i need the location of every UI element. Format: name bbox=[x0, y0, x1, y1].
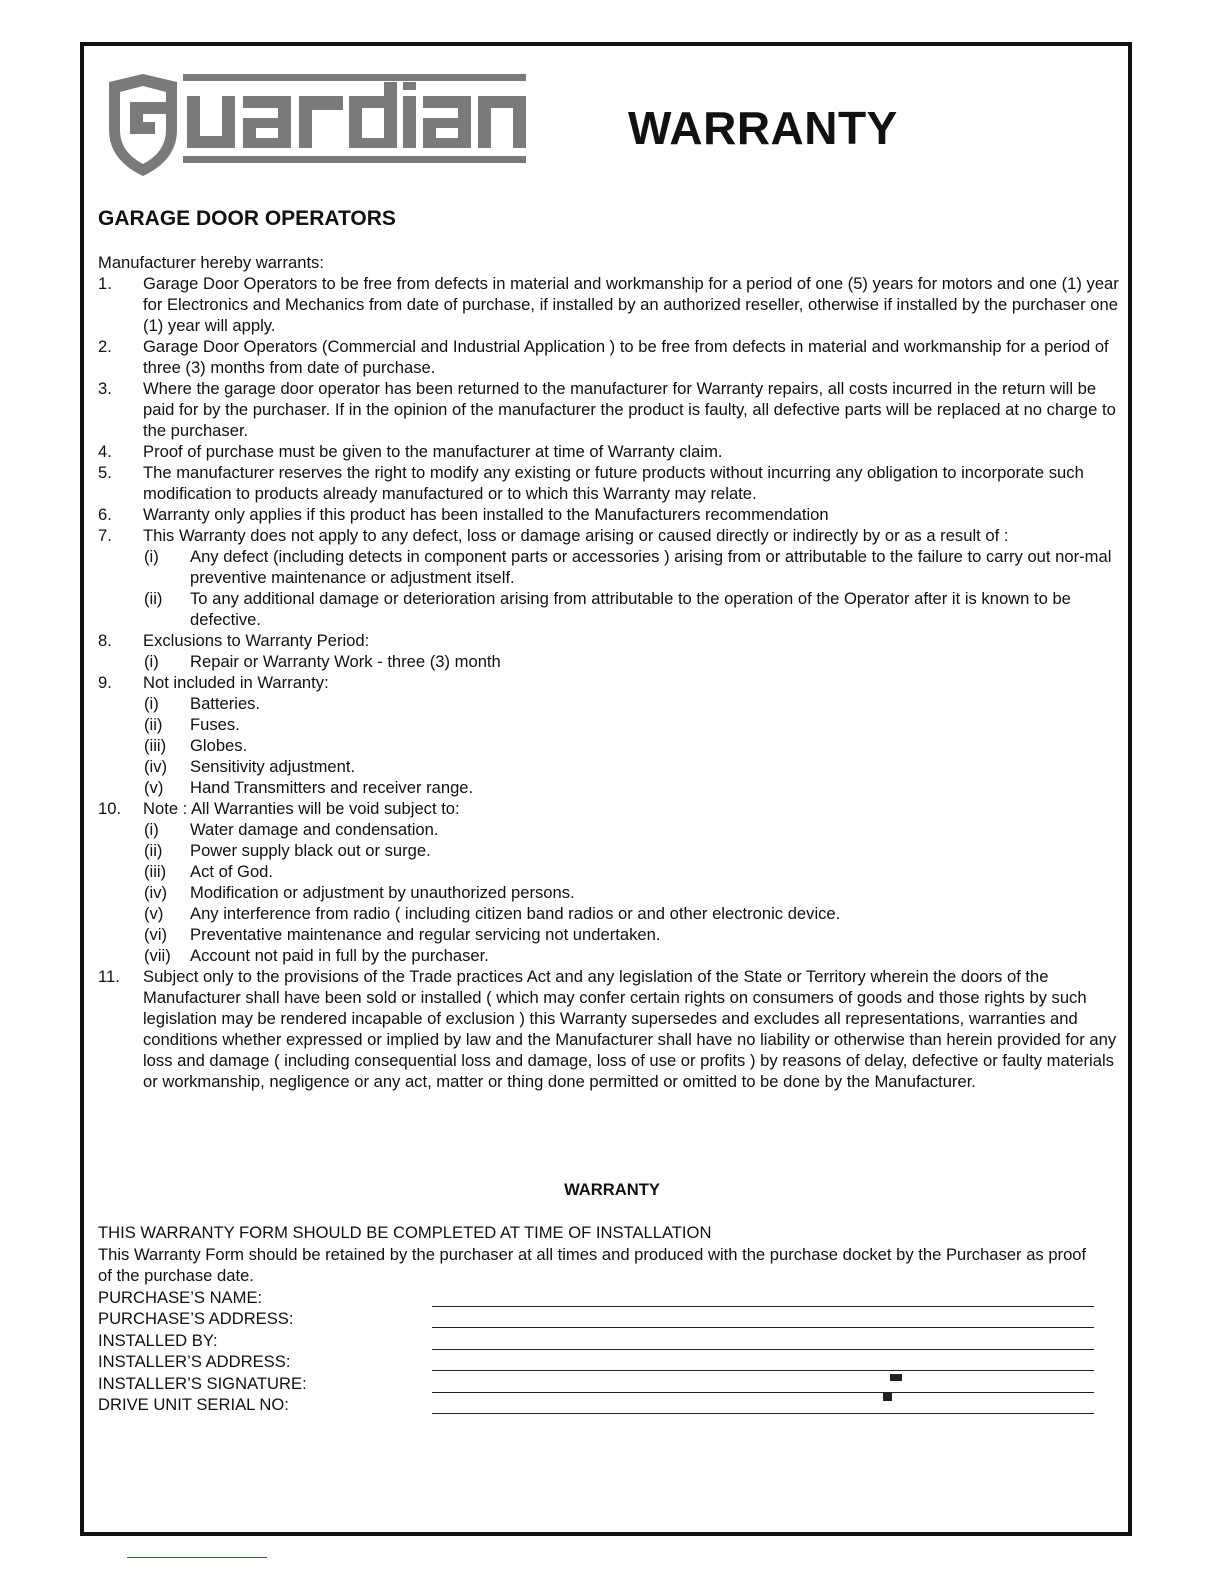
clause-item bbox=[98, 798, 1120, 819]
clause-list bbox=[98, 273, 1120, 1092]
subclause-text: To any additional damage or deterioration arising from attributable to the operation of the Operator after it is known to be defective. bbox=[190, 589, 1071, 629]
form-field-line[interactable] bbox=[432, 1327, 1094, 1328]
subclause-number: (iv) bbox=[144, 883, 168, 902]
form-field-label: INSTALLED BY: bbox=[98, 1330, 218, 1350]
clause-text: Garage Door Operators (Commercial and Industrial Application ) to be free from defects in material and workmanship for a period of three (3) months from date of purchase. bbox=[143, 337, 1109, 377]
logo-rule-bottom bbox=[183, 156, 526, 163]
form-field-label: INSTALLER’S ADDRESS: bbox=[98, 1352, 291, 1371]
subclause-item bbox=[98, 735, 1120, 756]
page-title: WARRANTY bbox=[628, 102, 898, 154]
subclause-number: (vii) bbox=[144, 946, 171, 965]
subclause-text: Globes. bbox=[190, 736, 248, 755]
clause-text: Garage Door Operators to be free from defects in material and workmanship for a period of one (5) years for motors and one (1) year for Electronics and Mechanics from date of purchase, if installed by an authorized reseller, otherwise if installed by the purchaser one (1) year will apply. bbox=[143, 274, 1119, 335]
subclause-item bbox=[98, 861, 1120, 882]
clause-item bbox=[98, 462, 1120, 504]
clause-text: Not included in Warranty: bbox=[143, 673, 329, 692]
subclause-item bbox=[98, 588, 1120, 630]
clause-item bbox=[98, 672, 1120, 693]
subclause-number: (i) bbox=[144, 652, 159, 671]
clause-number: 5. bbox=[98, 463, 112, 482]
subclause-number: (i) bbox=[144, 820, 159, 839]
clause-item bbox=[98, 504, 1120, 525]
subclause-item bbox=[98, 693, 1120, 714]
form-fields bbox=[98, 1287, 1098, 1416]
warranty-terms bbox=[98, 252, 1120, 1092]
clause-item bbox=[98, 336, 1120, 378]
subclause-number: (v) bbox=[144, 778, 164, 797]
clause-text: The manufacturer reserves the right to modify any existing or future products without incurring any obligation to incorporate such modification to products already manufactured or to which this Warranty may relate. bbox=[143, 463, 1084, 503]
subclause-text: Repair or Warranty Work - three (3) month bbox=[190, 652, 501, 671]
warranty-form bbox=[98, 1222, 1098, 1416]
subclause-text: Fuses. bbox=[190, 715, 240, 734]
form-field-label: PURCHASE’S NAME: bbox=[98, 1287, 263, 1307]
subclause-text: Modification or adjustment by unauthorized persons. bbox=[190, 883, 575, 902]
subclause-text: Batteries. bbox=[190, 694, 261, 713]
clause-number: 9. bbox=[98, 673, 112, 692]
subclause-text: Power supply black out or surge. bbox=[190, 841, 431, 860]
form-field[interactable] bbox=[98, 1351, 1098, 1373]
clause-item bbox=[98, 378, 1120, 441]
clause-text: Subject only to the provisions of the Trade practices Act and any legislation of the State or Territory wherein the doors of the Manufacturer shall have been sold or installed ( which may confer certain rights on consumers of goods and those rights by such legislation may be rendered incapable of exclusion ) this Warranty supersedes and excludes all representations, warranties and conditions whether expressed or implied by law and the Manufacturer shall have no liability or otherwise than herein provided for any loss and damage ( including consequential loss and damage, loss of use or profits ) by reasons of delay, defective or faulty materials or workmanship, negligence or any act, matter or thing done permitted or omitted to be done by the Manufacturer. bbox=[143, 967, 1117, 1091]
clause-number: 8. bbox=[98, 631, 112, 650]
guardian-logo bbox=[105, 72, 530, 178]
footer-rule bbox=[127, 1557, 267, 1558]
ink-mark bbox=[883, 1392, 892, 1401]
clause-item bbox=[98, 966, 1120, 1092]
form-field-label: DRIVE UNIT SERIAL NO: bbox=[98, 1395, 289, 1414]
clause-text: Note : All Warranties will be void subject to: bbox=[143, 799, 460, 818]
clause-text: This Warranty does not apply to any defect, loss or damage arising or caused directly or indirectly by or as a result of : bbox=[143, 526, 1009, 545]
form-heading: WARRANTY bbox=[564, 1180, 660, 1199]
clause-number: 2. bbox=[98, 337, 112, 356]
form-field-label: PURCHASE’S ADDRESS: bbox=[98, 1309, 294, 1328]
clause-number: 4. bbox=[98, 442, 112, 461]
form-field-line[interactable] bbox=[432, 1370, 1094, 1371]
subclause-item bbox=[98, 819, 1120, 840]
form-field-line[interactable] bbox=[432, 1349, 1094, 1350]
subclause-number: (ii) bbox=[144, 841, 163, 860]
clause-item bbox=[98, 525, 1120, 546]
subclause-text: Any defect (including detects in component parts or accessories ) arising from or attributable to the failure to carry out nor-mal preventive maintenance or adjustment itself. bbox=[190, 547, 1112, 587]
subclause-text: Any interference from radio ( including citizen band radios or and other electronic device. bbox=[190, 904, 841, 923]
subclause-item bbox=[98, 651, 1120, 672]
clause-text: Warranty only applies if this product has been installed to the Manufacturers recommendation bbox=[143, 505, 829, 524]
subclause-number: (vi) bbox=[144, 925, 168, 944]
clause-text: Exclusions to Warranty Period: bbox=[143, 631, 370, 650]
subclause-text: Water damage and condensation. bbox=[190, 820, 439, 839]
subclause-text: Act of God. bbox=[190, 862, 274, 881]
ink-mark bbox=[890, 1374, 902, 1381]
subclause-item bbox=[98, 924, 1120, 945]
subclause-number: (i) bbox=[144, 547, 159, 566]
clause-text: Proof of purchase must be given to the manufacturer at time of Warranty claim. bbox=[143, 442, 723, 461]
subclause-number: (iv) bbox=[144, 757, 168, 776]
clause-item bbox=[98, 441, 1120, 462]
subclause-item bbox=[98, 903, 1120, 924]
section-heading: GARAGE DOOR OPERATORS bbox=[98, 207, 396, 230]
subclause-number: (iii) bbox=[144, 736, 167, 755]
clause-number: 7. bbox=[98, 526, 112, 545]
subclause-item bbox=[98, 714, 1120, 735]
form-field[interactable] bbox=[98, 1394, 1098, 1416]
clause-text: Where the garage door operator has been returned to the manufacturer for Warranty repairs, all costs incurred in the return will be paid for by the purchaser. If in the opinion of the manufacturer the product is faulty, all defective parts will be replaced at no charge to the purchaser. bbox=[143, 379, 1116, 440]
subclause-number: (ii) bbox=[144, 715, 163, 734]
subclause-text: Sensitivity adjustment. bbox=[190, 757, 356, 776]
subclause-item bbox=[98, 945, 1120, 966]
form-field[interactable] bbox=[98, 1373, 1098, 1395]
form-field-line[interactable] bbox=[432, 1392, 1094, 1393]
subclause-item bbox=[98, 777, 1120, 798]
form-field-line[interactable] bbox=[432, 1413, 1094, 1414]
subclause-text: Account not paid in full by the purchaser. bbox=[190, 946, 489, 965]
subclause-text: Hand Transmitters and receiver range. bbox=[190, 778, 474, 797]
form-field[interactable] bbox=[98, 1287, 1098, 1309]
subclause-number: (i) bbox=[144, 694, 159, 713]
clause-number: 10. bbox=[98, 799, 122, 818]
subclause-number: (v) bbox=[144, 904, 164, 923]
subclause-item bbox=[98, 756, 1120, 777]
subclause-text: Preventative maintenance and regular servicing not undertaken. bbox=[190, 925, 661, 944]
form-instruction: This Warranty Form should be retained by the purchaser at all times and produced with the purchase docket by the Purchaser as proof of the purchase date. bbox=[98, 1244, 1087, 1285]
form-field[interactable] bbox=[98, 1308, 1098, 1330]
clause-number: 3. bbox=[98, 379, 112, 398]
clause-number: 6. bbox=[98, 505, 112, 524]
subclause-item bbox=[98, 546, 1120, 588]
form-field-label: INSTALLER’S SIGNATURE: bbox=[98, 1373, 307, 1393]
intro-text: Manufacturer hereby warrants: bbox=[98, 253, 324, 272]
form-field-line[interactable] bbox=[432, 1306, 1094, 1307]
subclause-number: (iii) bbox=[144, 862, 167, 881]
subclause-item bbox=[98, 840, 1120, 861]
clause-item bbox=[98, 630, 1120, 651]
clause-item bbox=[98, 273, 1120, 336]
clause-number: 1. bbox=[98, 274, 112, 293]
clause-number: 11. bbox=[98, 967, 120, 986]
logo-text: Guardian bbox=[315, 132, 320, 133]
form-instruction-caps: THIS WARRANTY FORM SHOULD BE COMPLETED AT TIME OF INSTALLATION bbox=[98, 1223, 712, 1242]
logo-rule-top bbox=[183, 74, 526, 81]
subclause-number: (ii) bbox=[144, 589, 163, 608]
subclause-item bbox=[98, 882, 1120, 903]
form-field[interactable] bbox=[98, 1330, 1098, 1352]
